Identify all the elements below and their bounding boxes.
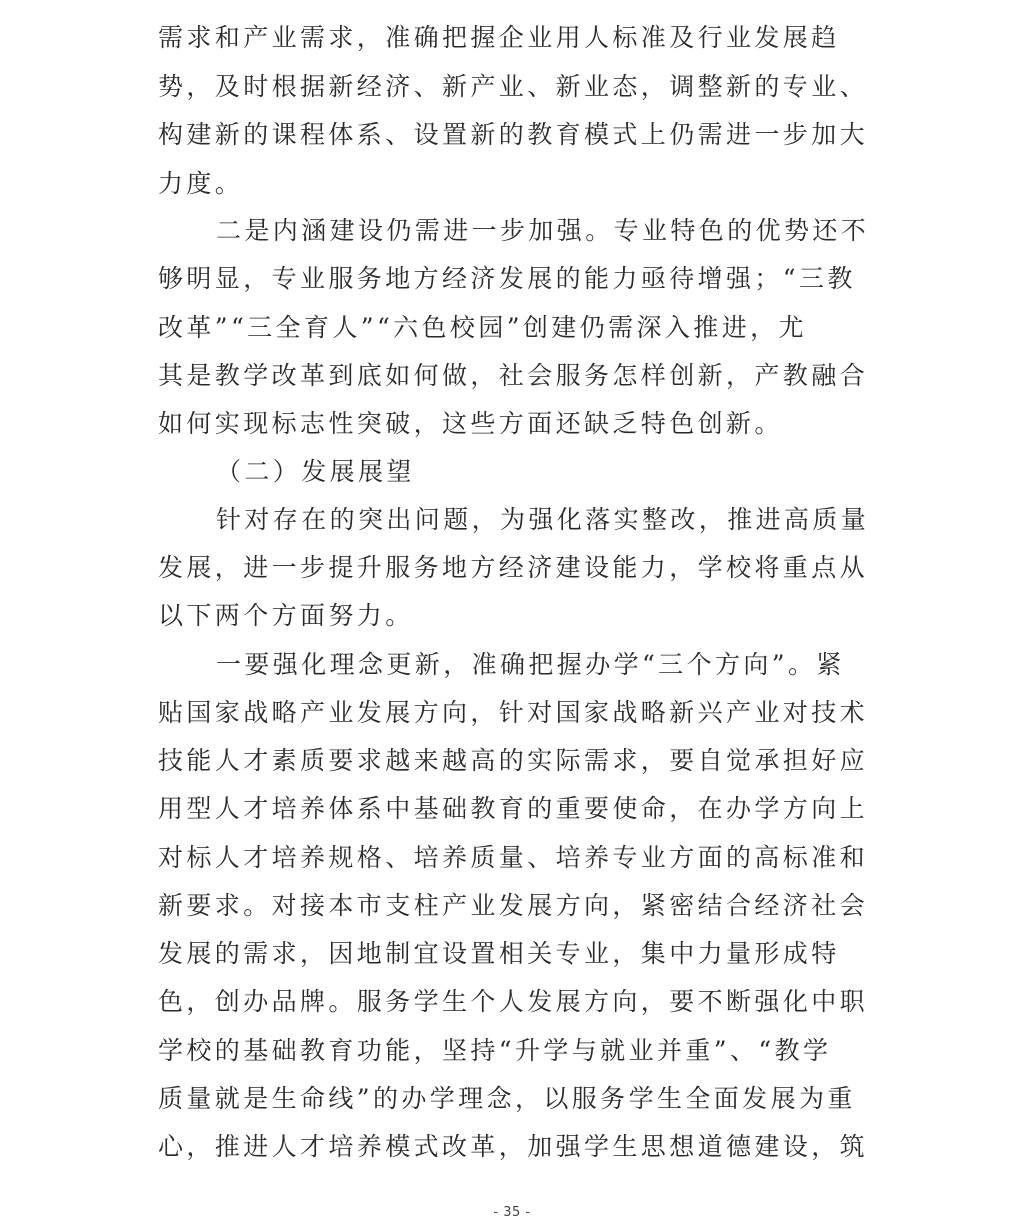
paragraph-line: 发展，进一步提升服务地方经济建设能力，学校将重点从 (158, 553, 869, 582)
paragraph-line: 构建新的课程体系、设置新的教育模式上仍需进一步加大 (158, 120, 869, 149)
paragraph-line: 心，推进人才培养模式改革，加强学生思想道德建设，筑 (158, 1132, 869, 1161)
paragraph-line: 学校的基础教育功能，坚持“升学与就业并重”、“教学 (158, 1036, 832, 1065)
paragraph-line: 发展的需求，因地制宜设置相关专业，集中力量形成特 (158, 939, 840, 968)
paragraph-line: 色，创办品牌。服务学生个人发展方向，要不断强化中职 (158, 987, 869, 1016)
paragraph-line: 以下两个方面努力。 (158, 601, 414, 630)
paragraph-line: 技能人才素质要求越来越高的实际需求，要自觉承担好应 (158, 746, 869, 775)
paragraph-line: 贴国家战略产业发展方向，针对国家战略新兴产业对技术 (158, 698, 869, 727)
paragraph-line: 够明显，专业服务地方经济发展的能力亟待增强；“三教 (158, 264, 856, 293)
paragraph-line: 二是内涵建设仍需进一步加强。专业特色的优势还不 (216, 216, 870, 245)
paragraph-line: 力度。 (158, 169, 244, 198)
paragraph-line: 对标人才培养规格、培养质量、培养专业方面的高标准和 (158, 843, 869, 872)
paragraph-line: 改革”“三全育人”“六色校园”创建仍需深入推进，尤 (158, 313, 807, 342)
section-heading: （二）发展展望 (216, 457, 415, 486)
paragraph-line: 针对存在的突出问题，为强化落实整改，推进高质量 (216, 505, 870, 534)
paragraph-line: 势，及时根据新经济、新产业、新业态，调整新的专业、 (158, 72, 869, 101)
paragraph-line: 质量就是生命线”的办学理念，以服务学生全面发展为重 (158, 1084, 856, 1113)
paragraph-line: 需求和产业需求，准确把握企业用人标准及行业发展趋 (158, 23, 840, 52)
paragraph-line: 一要强化理念更新，准确把握办学“三个方向”。紧 (216, 650, 845, 679)
paragraph-line: 新要求。对接本市支柱产业发展方向，紧密结合经济社会 (158, 891, 869, 920)
paragraph-line: 用型人才培养体系中基础教育的重要使命，在办学方向上 (158, 794, 869, 823)
page-number: - 35 - (493, 1205, 531, 1220)
paragraph-line: 其是教学改革到底如何做，社会服务怎样创新，产教融合 (158, 361, 869, 390)
paragraph-line: 如何实现标志性突破，这些方面还缺乏特色创新。 (158, 409, 783, 438)
